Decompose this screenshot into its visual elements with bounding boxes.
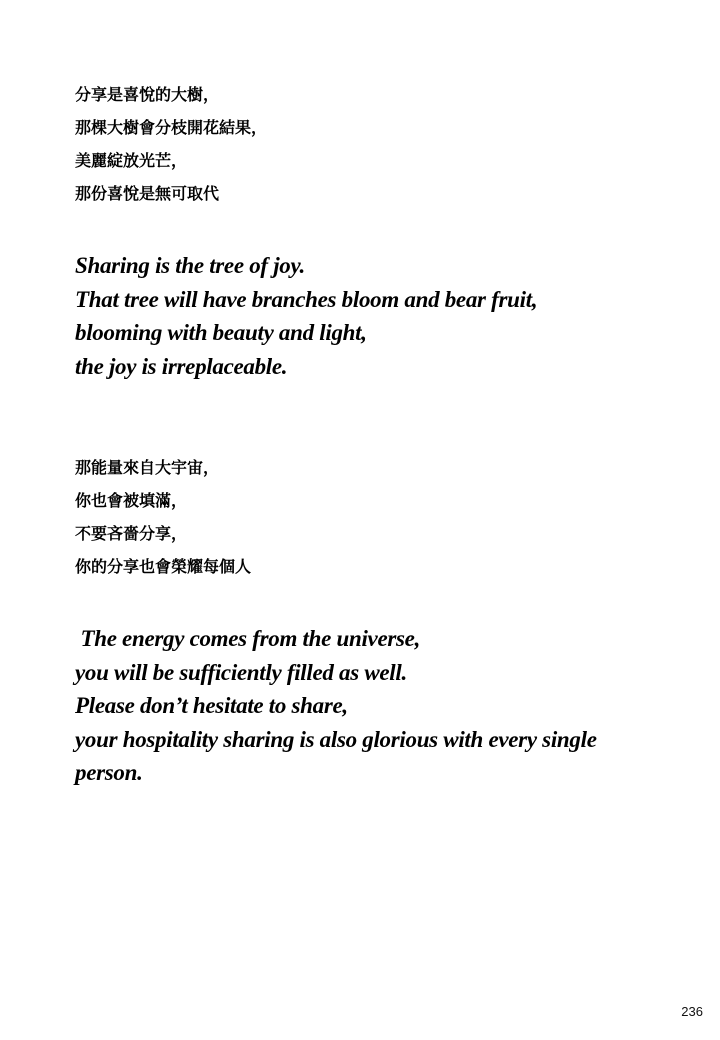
poem-line: 那份喜悅是無可取代: [75, 184, 220, 203]
poem-line: 那棵大樹會分枝開花結果，: [75, 118, 268, 137]
page-number: 236: [681, 1004, 703, 1019]
poem-line: The energy comes from the universe,: [75, 626, 421, 651]
stanza-1-chinese: [75, 78, 675, 210]
poem-line: 那能量來自大宇宙，: [75, 458, 220, 477]
poem-line: Please don’t hesitate to share,: [75, 693, 348, 718]
poem-line: Sharing is the tree of joy.: [75, 253, 306, 278]
stanza-1-english: [75, 249, 695, 383]
poem-line: 分享是喜悅的大樹，: [75, 85, 220, 104]
poem-line: 你也會被填滿，: [75, 491, 188, 510]
stanza-2-english: [75, 622, 695, 790]
poem-line: person.: [75, 760, 143, 785]
poem-line: 不要吝嗇分享，: [75, 524, 188, 543]
poem-line: 你的分享也會榮耀每個人: [75, 557, 252, 576]
poem-line: your hospitality sharing is also glorious with every single: [75, 726, 597, 752]
poem-line: That tree will have branches bloom and bear fruit,: [75, 286, 538, 312]
poem-line: you will be sufficiently filled as well.: [75, 659, 407, 685]
stanza-2-chinese: [75, 451, 675, 583]
poem-line: the joy is irreplaceable.: [75, 353, 288, 379]
poem-line: blooming with beauty and light,: [75, 320, 367, 345]
poem-line: 美麗綻放光芒，: [75, 151, 188, 170]
